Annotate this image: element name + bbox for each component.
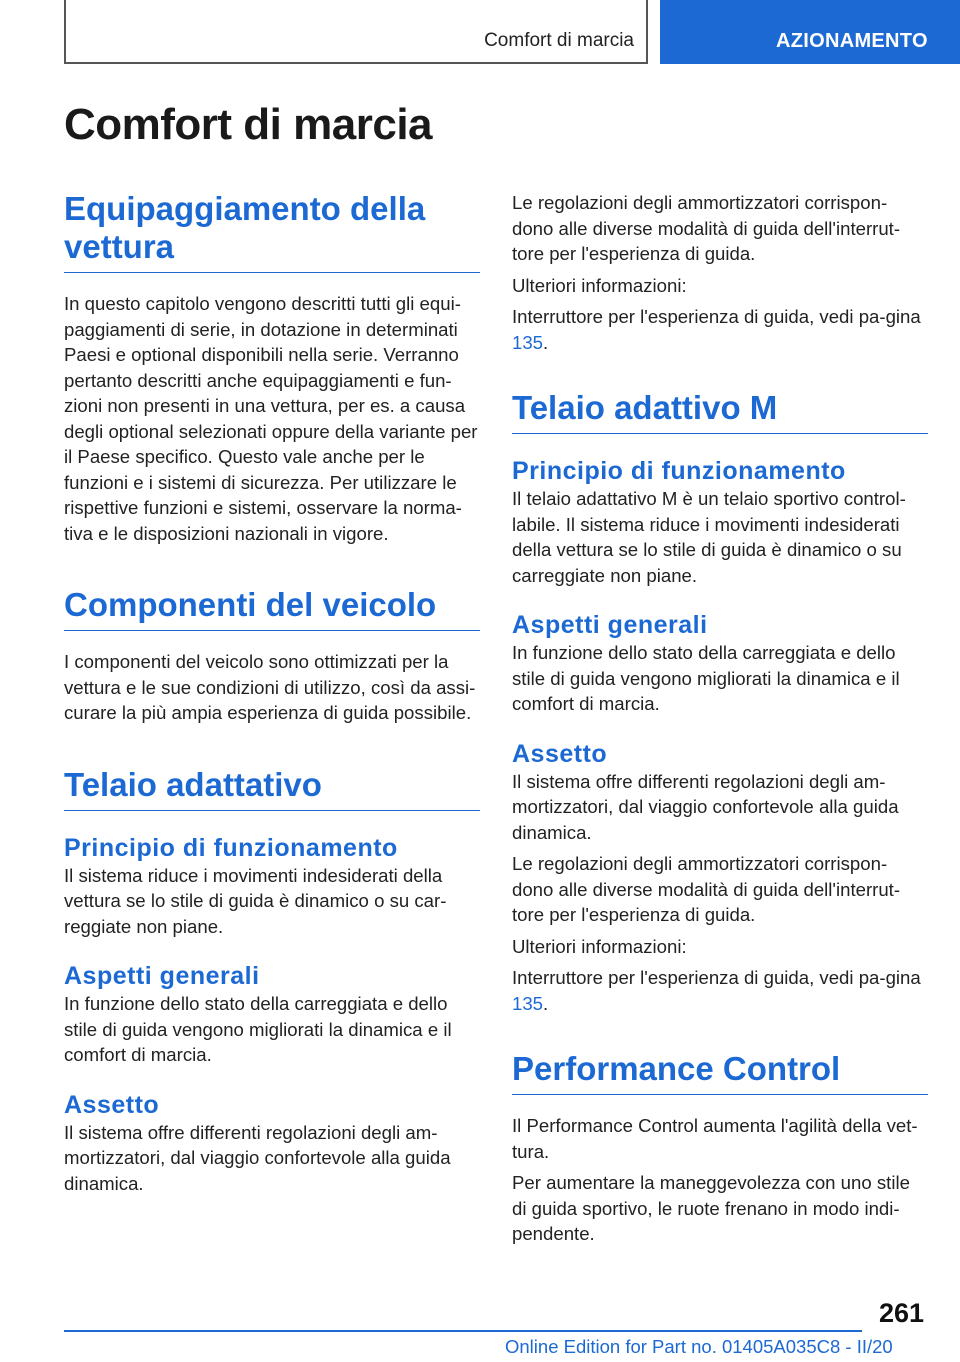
subsection-title-assetto-m: Assetto (512, 739, 608, 768)
paragraph-regolazioni-m: Le regolazioni degli ammortizzatori corrispon-dono alle diverse modalità di guida dell'interrut-tore per l'esperienza di guida. (512, 853, 901, 925)
paragraph-performance-1: Il Performance Control aumenta l'agilità della vet-tura. (512, 1115, 918, 1162)
header-chapter-tab[interactable]: AZIONAMENTO (660, 0, 960, 64)
paragraph-principio: Il sistema riduce i movimenti indesiderati della vettura se lo stile di guida è dinamico o su car-reggiate non piane. (64, 864, 447, 937)
footer-divider (64, 1330, 862, 1332)
reference-text: Interruttore per l'esperienza di guida, vedi pa-gina (512, 306, 921, 327)
section-title-performance-control: Performance Control (512, 1050, 928, 1095)
paragraph-performance-2: Per aumentare la maneggevolezza con uno stile di guida sportivo, le ruote frenano in modo indi-pendente. (512, 1172, 910, 1244)
page-link-135[interactable]: 135 (512, 331, 544, 353)
subsection-title-assetto: Assetto (64, 1090, 160, 1119)
paragraph-ulteriori-m: Ulteriori informazioni: (512, 935, 687, 957)
reference-text-m: Interruttore per l'esperienza di guida, vedi pa-gina (512, 967, 921, 988)
paragraph-ulteriori: Ulteriori informazioni: (512, 274, 687, 296)
paragraph-interruttore-m: Interruttore per l'esperienza di guida, vedi pa-gina 135. (512, 967, 921, 1014)
section-title-telaio-adattativo: Telaio adattativo (64, 766, 480, 811)
paragraph-assetto: Il sistema offre differenti regolazioni degli am-mortizzatori, dal viaggio confortevole alla guida dinamica. (64, 1121, 451, 1194)
footer-edition: Online Edition for Part no. 01405A035C8 - II/20 (505, 1336, 893, 1357)
paragraph-aspetti-m: In funzione dello stato della carreggiata e dello stile di guida vengono migliorati la dinamica e il comfort di marcia. (512, 642, 900, 714)
page-title: Comfort di marcia (64, 100, 433, 149)
paragraph-aspetti: In funzione dello stato della carreggiata e dello stile di guida vengono migliorati la dinamica e il comfort di marcia. (64, 993, 452, 1065)
page-number: 261 (878, 1298, 924, 1328)
section-title-componenti: Componenti del veicolo (64, 586, 480, 631)
section-title-equipaggiamento: Equipaggiamento della vettura (64, 190, 480, 273)
section-title-telaio-adattivo-m: Telaio adattivo M (512, 389, 928, 434)
left-column (64, 190, 480, 1196)
page-link-135-m[interactable]: 135 (512, 992, 544, 1014)
paragraph-interruttore: Interruttore per l'esperienza di guida, vedi pa-gina 135. (512, 306, 921, 353)
paragraph-componenti: I componenti del veicolo sono ottimizzati per la vettura e le sue condizioni di utilizzo, così da assi-curare la più ampia esperienza di guida possibile. (64, 651, 476, 723)
paragraph-regolazioni: Le regolazioni degli ammortizzatori corrispon-dono alle diverse modalità di guida dell'interrut-tore per l'esperienza di guida. (512, 192, 901, 264)
subsection-title-principio: Principio di funzionamento (64, 833, 398, 862)
subsection-title-aspetti: Aspetti generali (64, 962, 260, 990)
paragraph-assetto-m: Il sistema offre differenti regolazioni degli am-mortizzatori, dal viaggio confortevole alla guida dinamica. (512, 770, 899, 843)
right-column (512, 190, 928, 1247)
paragraph-equipaggiamento: In questo capitolo vengono descritti tutti gli equi-paggiamenti di serie, in dotazione in determinati Paesi e optional disponibili nella serie. Verranno pertanto descritti anche equipaggiamenti e fun-zioni non presenti in una vettura, per es. a causa degli optional selezionati oppure della variante per il Paese specifico. Questo vale anche per le funzioni e i sistemi di sicurezza. Per utilizzare le rispettive funzioni e sistemi, osservare la norma-tiva e le disposizioni nazionali in vigore. (64, 293, 478, 544)
subsection-title-aspetti-m: Aspetti generali (512, 611, 708, 639)
paragraph-principio-m: Il telaio adattativo M è un telaio sportivo control-labile. Il sistema riduce i movimenti indesiderati della vettura se lo stile di guida è dinamico o su carreggiate non piane. (512, 488, 906, 586)
header-section-title: Comfort di marcia (484, 30, 634, 51)
subsection-title-principio-m: Principio di funzionamento (512, 457, 846, 485)
